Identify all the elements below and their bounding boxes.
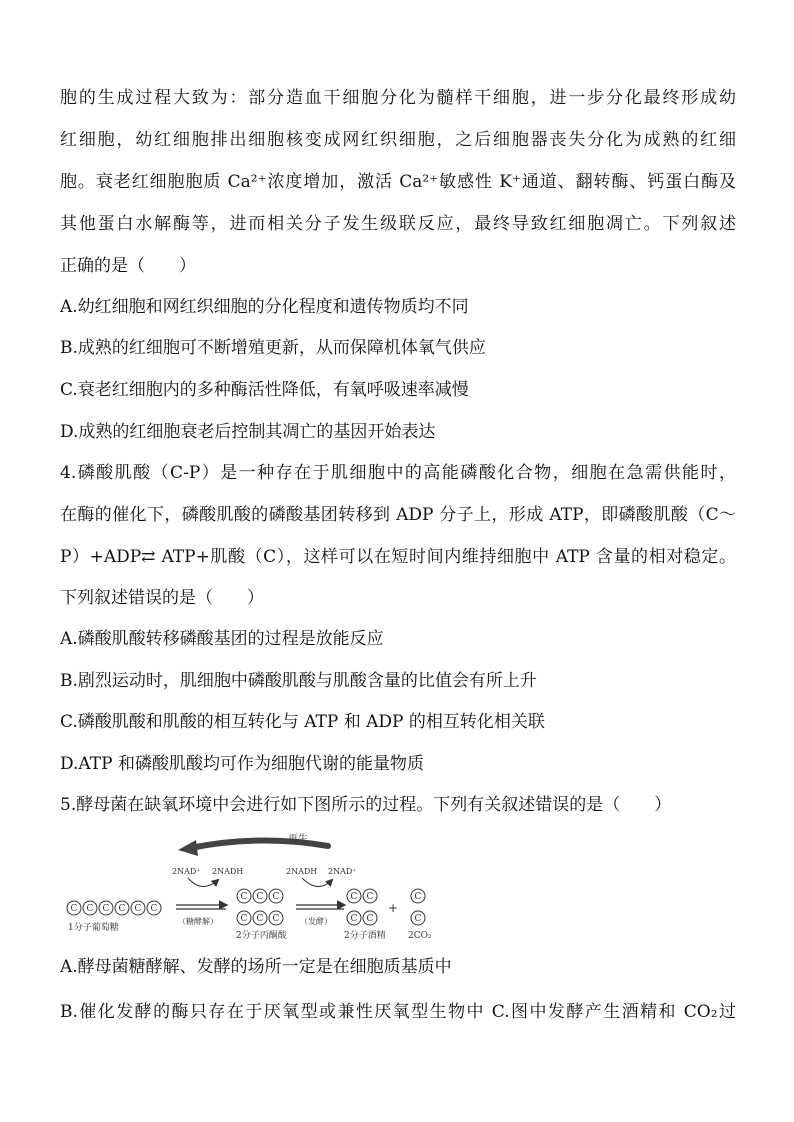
fermentation-diagram [60,832,580,944]
glucose-label: 1分子葡萄糖 [68,923,119,933]
q3-option-a: A.幼红细胞和网红织细胞的分化程度和遗传物质均不同 [60,297,469,317]
ethanol-molecules [347,889,377,925]
pyruvate-carbon-atom [237,911,251,925]
glucose-carbon-atom [67,901,81,915]
glycolysis-label: （糖酵解） [178,917,218,926]
ethanol-carbon-atom [363,889,377,903]
svg-text:C: C [350,892,358,902]
svg-text:C: C [350,914,358,924]
q3-stem-line-2: 红细胞，幼红细胞排出细胞核变成网红织细胞，之后细胞器丧失分化为成熟的红细 [60,130,736,150]
co2-carbon-atom [411,911,425,925]
co2-molecules [411,889,425,925]
svg-text:C: C [102,904,110,914]
glucose-carbon-atom [115,901,129,915]
q3-option-b: B.成熟的红细胞可不断增殖更新，从而保障机体氧气供应 [60,338,486,358]
nadh-right-label: 2NADH [286,867,318,876]
svg-text:C: C [70,904,78,914]
q3-option-d: D.成熟的红细胞衰老后控制其凋亡的基因开始表达 [60,422,436,442]
q5-option-a: A.酵母菌糖酵解、发酵的场所一定是在细胞质基质中 [60,957,452,977]
q4-option-d: D.ATP 和磷酸肌酸均可作为细胞代谢的能量物质 [60,754,424,774]
regen-label: 再生 [288,834,308,845]
co2-label: 2CO₂ [408,931,432,941]
svg-text:C: C [86,904,94,914]
pyruvate-carbon-atom [253,911,267,925]
svg-text:C: C [256,914,264,924]
pyruvate-carbon-atom [269,911,283,925]
svg-text:C: C [414,892,422,902]
q3-stem-line-5: 正确的是（ ） [60,256,196,276]
glucose-carbon-atom [131,901,145,915]
q5-stem: 5.酵母菌在缺氧环境中会进行如下图所示的过程。下列有关叙述错误的是（ ） [60,795,672,815]
q4-stem-line-2: 在酶的催化下，磷酸肌酸的磷酸基团转移到 ADP 分子上，形成 ATP，即磷酸肌酸（C～ [60,505,736,525]
q4-option-b: B.剧烈运动时，肌细胞中磷酸肌酸与肌酸含量的比值会有所上升 [60,671,537,691]
q3-stem-line-1: 胞的生成过程大致为：部分造血干细胞分化为髓样干细胞，进一步分化最终形成幼 [60,88,736,108]
ethanol-carbon-atom [363,911,377,925]
svg-text:C: C [134,904,142,914]
nadh-to-nad-arrow [302,878,332,887]
q4-stem-line-1: 4.磷酸肌酸（C-P）是一种存在于肌细胞中的高能磷酸化合物，细胞在急需供能时， [60,463,736,483]
svg-text:C: C [272,914,280,924]
q3-stem-line-4: 其他蛋白水解酶等，进而相关分子发生级联反应，最终导致红细胞凋亡。下列叙述 [60,214,736,234]
pyruvate-carbon-atom [237,889,251,903]
ethanol-label: 2分子酒精 [344,931,386,941]
glucose-carbon-atom [147,901,161,915]
nadh-left-label: 2NADH [212,867,244,876]
nad-left-label: 2NAD⁺ [172,867,201,876]
q4-stem-line-3: P）+ADP⇄ ATP+肌酸（C），这样可以在短时间内维持细胞中 ATP 含量的相对稳定。 [60,547,736,567]
svg-text:C: C [118,904,126,914]
ethanol-carbon-atom [347,911,361,925]
svg-text:C: C [366,914,374,924]
q3-stem-line-3: 胞。衰老红细胞胞质 Ca²⁺浓度增加，激活 Ca²⁺敏感性 K⁺通道、翻转酶、钙蛋白酶及 [60,172,736,192]
glucose-molecule [67,901,161,915]
plus-sign: + [388,901,399,915]
pyruvate-molecules [237,889,283,925]
q4-option-a: A.磷酸肌酸转移磷酸基团的过程是放能反应 [60,629,384,649]
q4-option-c: C.磷酸肌酸和肌酸的相互转化与 ATP 和 ADP 的相互转化相关联 [60,712,545,732]
nad-right-label: 2NAD⁺ [328,867,357,876]
q4-stem-line-4: 下列叙述错误的是（ ） [60,588,264,608]
svg-text:C: C [414,914,422,924]
pyruvate-label: 2分子丙酮酸 [236,931,287,941]
q3-option-c: C.衰老红细胞内的多种酶活性降低，有氧呼吸速率减慢 [60,380,469,400]
pyruvate-carbon-atom [253,889,267,903]
q5-option-b-c: B.催化发酵的酶只存在于厌氧型或兼性厌氧型生物中 C.图中发酵产生酒精和 CO₂过 [60,1002,736,1022]
svg-text:C: C [240,914,248,924]
pyruvate-carbon-atom [269,889,283,903]
fermentation-label: （发酵） [300,917,332,926]
svg-text:C: C [366,892,374,902]
svg-text:C: C [240,892,248,902]
glucose-carbon-atom [83,901,97,915]
nad-to-nadh-arrow [188,878,218,887]
co2-carbon-atom [411,889,425,903]
svg-text:C: C [150,904,158,914]
svg-text:C: C [272,892,280,902]
glucose-carbon-atom [99,901,113,915]
ethanol-carbon-atom [347,889,361,903]
svg-text:C: C [256,892,264,902]
